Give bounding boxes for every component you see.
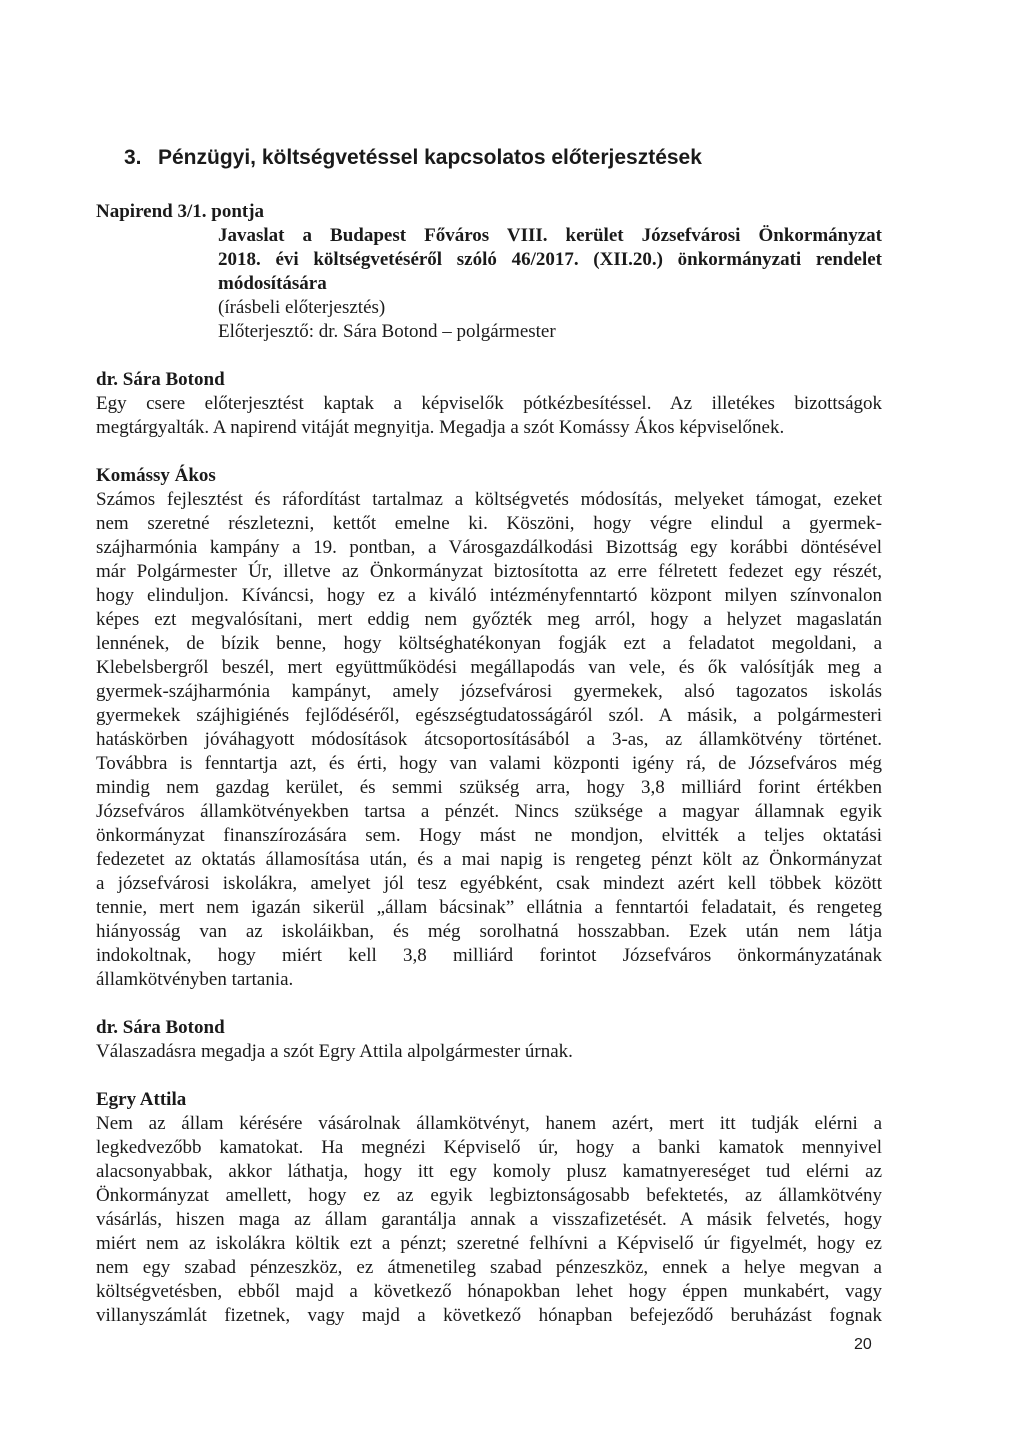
text-line: szájharmónia kampány a 19. pontban, a Városgazdálkodási Bizottság egy korábbi döntésével (96, 537, 882, 558)
text-line: nem egy szabad pénzeszköz, ez átmenetileg szabad pénzeszköz, ennek a helye megvan a (96, 1257, 882, 1278)
speech-text (96, 392, 882, 440)
text-line: megtárgyalták. A napirend vitáját megnyitja. Megadja a szót Komássy Ákos képviselőnek. (96, 417, 785, 438)
speech-text (96, 1040, 882, 1064)
text-line: miért nem az iskolákra költik ezt a pénzt; szeretné felhívni a Képviselő úr figyelmét, hogy ez (96, 1233, 882, 1254)
speech-block (96, 1016, 882, 1064)
agenda-presenter: Előterjesztő: dr. Sára Botond – polgármester (218, 321, 556, 342)
agenda-label: Napirend 3/1. pontja (96, 201, 265, 222)
spacer (96, 440, 882, 464)
text-line: mindig nem gazdag kerület, és semmi szükség arra, hogy 3,8 milliárd forint értékben (96, 777, 882, 798)
section-number: 3. (124, 146, 142, 169)
text-line: költségvetésben, ebből majd a következő hónapokban lehet hogy éppen munkabért, vagy (96, 1281, 882, 1302)
text-line: a józsefvárosi iskolákra, amelyet jól tesz egyébként, csak mindezt azért kell többek között (96, 873, 882, 894)
speeches-list (96, 368, 882, 1328)
document-page (96, 146, 882, 1328)
speech-block (96, 464, 882, 992)
agenda-details (218, 224, 882, 344)
text-line: legkedvezőbb kamatokat. Ha megnézi Képviselő úr, hogy a banki kamatok mennyivel (96, 1137, 882, 1158)
section-heading (124, 146, 882, 170)
text-line: indokoltnak, hogy miért kell 3,8 milliárd forintot Józsefváros önkormányzatának (96, 945, 882, 966)
text-line: gyermek-szájharmónia kampányt, amely józsefvárosi gyermekek, alsó tagozatos iskolás (96, 681, 882, 702)
text-line: fedezetet az oktatás államosítása után, és a mai napig is rengeteg pénzt költ az Önkormányzat (96, 849, 882, 870)
spacer (96, 344, 882, 368)
text-line: gyermekek szájhigiénés fejlődéséről, egészségtudatosságáról szól. A másik, a polgármesteri (96, 705, 882, 726)
agenda-type: (írásbeli előterjesztés) (218, 297, 386, 318)
speech-text (96, 488, 882, 992)
text-line: lennének, de bízik benne, hogy költséghatékonyan fogják ezt a feladatot megoldani, a (96, 633, 882, 654)
text-line: Nem az állam kérésére vásárolnak államkötvényt, hanem azért, mert itt tudják elérni a (96, 1113, 882, 1134)
speaker-name: dr. Sára Botond (96, 1017, 225, 1038)
text-line: önkormányzat finanszírozására sem. Hogy mást ne mondjon, elvitték a teljes oktatási (96, 825, 882, 846)
speech-text (96, 1112, 882, 1328)
text-line: Önkormányzat amellett, hogy ez az egyik legbiztonságosabb befektetés, az államkötvény (96, 1185, 882, 1206)
text-line: alacsonyabbak, akkor láthatja, hogy itt egy komoly plusz kamatnyereséget tud elérni az (96, 1161, 882, 1182)
section-title: Pénzügyi, költségvetéssel kapcsolatos előterjesztések (158, 146, 702, 169)
speaker-name: dr. Sára Botond (96, 369, 225, 390)
text-line: hogy elinduljon. Kíváncsi, hogy ez a kiváló intézményfenntartó központ milyen színvonalon (96, 585, 882, 606)
text-line: már Polgármester Úr, illetve az Önkormányzat biztosította az erre félretett fedezet egy részét, (96, 561, 882, 582)
speech-block (96, 368, 882, 440)
agenda-title-line: Javaslat a Budapest Főváros VIII. kerület Józsefvárosi Önkormányzat (218, 225, 882, 246)
spacer (96, 1064, 882, 1088)
text-line: villanyszámlát fizetnek, vagy majd a következő hónapban befejeződő beruházást fognak (96, 1305, 882, 1326)
text-line: képes ezt megvalósítani, mert eddig nem győzték meg arról, hogy a helyzet magaslatán (96, 609, 882, 630)
text-line: Válaszadásra megadja a szót Egry Attila alpolgármester úrnak. (96, 1041, 573, 1062)
text-line: vásárlás, hiszen maga az állam garantálja annak a visszafizetését. A másik felvetés, hogy (96, 1209, 882, 1230)
text-line: Józsefváros államkötvényekben tartsa a pénzét. Nincs szüksége a magyar államnak egyik (96, 801, 882, 822)
text-line: hiányosság van az iskoláikban, és még sorolhatná hosszabban. Ezek után nem látja (96, 921, 882, 942)
text-line: Számos fejlesztést és ráfordítást tartalmaz a költségvetés módosítás, melyeket támogat, ezeket (96, 489, 882, 510)
text-line: nem szeretné részletezni, kettőt emelne ki. Köszöni, hogy végre elindul a gyermek- (96, 513, 882, 534)
text-line: államkötvényben tartania. (96, 969, 294, 990)
text-line: hatáskörben jóváhagyott módosítások átcsoportosításából a 3-as, az államkötvény történet. (96, 729, 882, 750)
text-line: Továbbra is fenntartja azt, és érti, hogy van valami központi igény rá, de Józsefváros még (96, 753, 882, 774)
agenda-title-line: 2018. évi költségvetéséről szóló 46/2017. (XII.20.) önkormányzati rendelet (218, 249, 882, 270)
speaker-name: Komássy Ákos (96, 465, 216, 486)
speaker-name: Egry Attila (96, 1089, 187, 1110)
text-line: tennie, mert nem igazán sikerül „állam bácsinak” ellátnia a fenntartói feladatait, és rengeteg (96, 897, 882, 918)
agenda-title-line: módosítására (218, 273, 327, 294)
spacer (96, 992, 882, 1016)
page-number: 20 (854, 1336, 872, 1353)
text-line: Egy csere előterjesztést kaptak a képviselők pótkézbesítéssel. Az illetékes bizottságok (96, 393, 882, 414)
text-line: Klebelsbergről beszél, mert együttműködési megállapodás van vele, és ők valósítják meg a (96, 657, 882, 678)
speech-block (96, 1088, 882, 1328)
